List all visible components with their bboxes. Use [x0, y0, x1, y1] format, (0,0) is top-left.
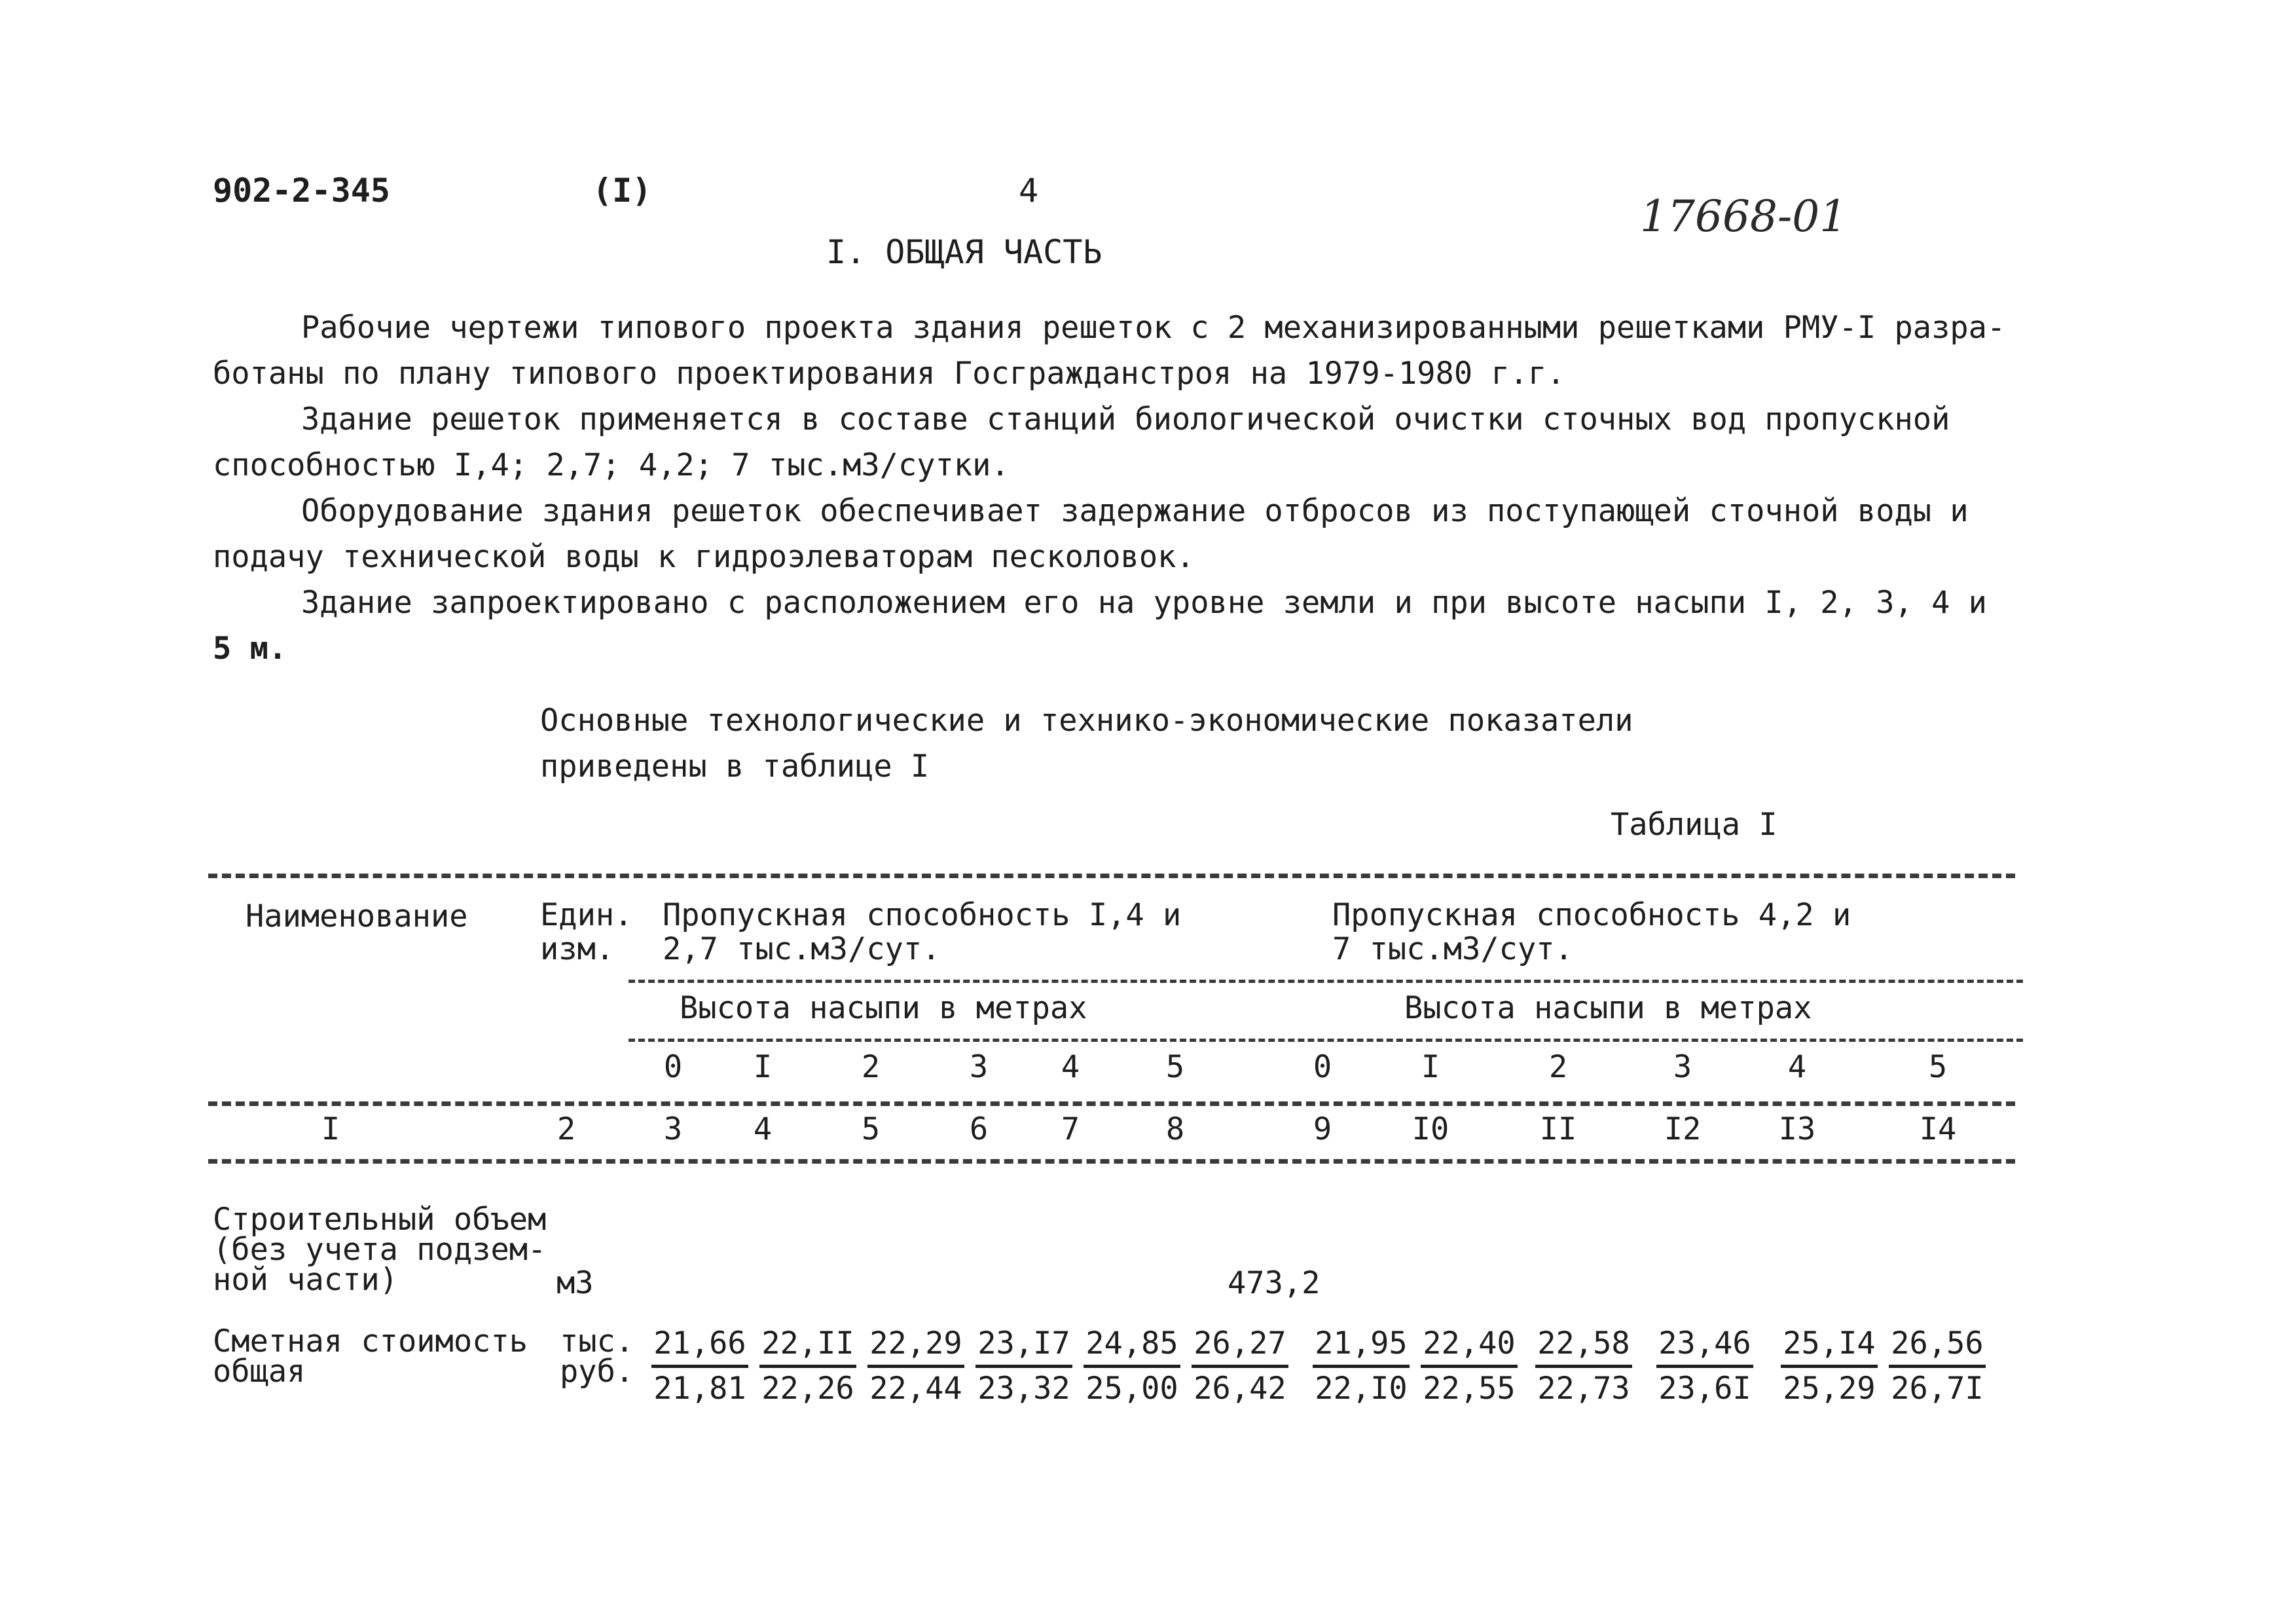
cost-bottom: 22,26 — [761, 1371, 854, 1407]
cost-bottom: 21,81 — [653, 1371, 746, 1407]
cost-bottom: 22,I0 — [1315, 1371, 1408, 1407]
group-title-rule — [629, 980, 2023, 983]
cost-top: 22,II — [759, 1324, 856, 1368]
paragraph-2-line-1: Здание решеток применяется в составе станций биологической очистки сточных вод пропускной — [301, 401, 1950, 437]
height-label: I — [1421, 1049, 1440, 1085]
column-header-unit-line-1: Един. — [540, 897, 633, 933]
column-number: 7 — [1061, 1111, 1080, 1147]
paragraph-4-line-2: 5 м. — [213, 631, 287, 667]
column-number-top-rule — [208, 1101, 2015, 1106]
cost-top: 26,56 — [1889, 1324, 1986, 1368]
column-number: I — [321, 1111, 340, 1147]
paragraph-1-line-2: ботаны по плану типового проектирования Госгражданстроя на 1979-1980 г.г. — [213, 356, 1565, 392]
column-number: 9 — [1313, 1111, 1332, 1147]
album-number: (I) — [592, 172, 652, 210]
cost-fraction — [975, 1324, 1072, 1409]
column-number: 5 — [861, 1111, 881, 1147]
cost-top: 21,95 — [1313, 1324, 1410, 1368]
cost-bottom: 25,00 — [1085, 1371, 1178, 1407]
height-label: 0 — [663, 1049, 683, 1085]
column-number: 2 — [556, 1111, 576, 1147]
cost-top: 26,27 — [1192, 1324, 1288, 1368]
height-label: 4 — [1061, 1049, 1080, 1085]
paragraph-1-line-1: Рабочие чертежи типового проекта здания решеток с 2 механизированными решетками РМУ-I разра- — [301, 310, 2006, 346]
cost-top: 23,46 — [1656, 1324, 1753, 1368]
cost-bottom: 23,6I — [1658, 1371, 1751, 1407]
group-a-title — [663, 898, 1181, 967]
cost-bottom: 26,7I — [1891, 1371, 1984, 1407]
group-b-title-line-2: 7 тыс.м3/сут. — [1332, 931, 1573, 967]
column-number: 6 — [969, 1111, 989, 1147]
cost-top: 22,40 — [1421, 1324, 1518, 1368]
row-volume-value: 473,2 — [1228, 1265, 1321, 1301]
column-header-unit-line-2: изм. — [540, 931, 615, 967]
row-volume-unit: м3 — [556, 1265, 594, 1301]
cost-fraction — [1084, 1324, 1180, 1409]
column-number: I0 — [1412, 1111, 1449, 1147]
row-volume-name-line-1: Строительный объем — [213, 1202, 547, 1238]
row-volume-name-line-3: ной части) — [213, 1262, 398, 1298]
cost-fraction — [1535, 1324, 1632, 1409]
page-number: 4 — [1019, 172, 1039, 210]
table-caption: Таблица I — [1611, 807, 1777, 843]
row-cost-name-line-1: Сметная стоимость — [213, 1323, 528, 1359]
table-intro-line-1: Основные технологические и технико-экономические показатели — [540, 703, 1633, 739]
cost-fraction — [1192, 1324, 1288, 1409]
column-number: I2 — [1664, 1111, 1702, 1147]
cost-fraction — [651, 1324, 748, 1409]
height-label: 0 — [1313, 1049, 1332, 1085]
height-label: 2 — [1548, 1049, 1568, 1085]
cost-fraction — [759, 1324, 856, 1409]
cost-top: 21,66 — [651, 1324, 748, 1368]
row-volume-name — [213, 1202, 547, 1298]
height-label: I — [753, 1049, 773, 1085]
cost-bottom: 26,42 — [1194, 1371, 1286, 1407]
group-b-title-line-1: Пропускная способность 4,2 и — [1332, 897, 1851, 933]
column-number: I4 — [1919, 1111, 1957, 1147]
row-cost-name — [213, 1323, 528, 1390]
paragraph-3-line-2: подачу технической воды к гидроэлеваторам песколовок. — [213, 539, 1195, 575]
row-cost-name-line-2: общая — [213, 1354, 306, 1390]
height-label: 5 — [1928, 1049, 1948, 1085]
cost-bottom: 25,29 — [1783, 1371, 1876, 1407]
group-a-title-line-2: 2,7 тыс.м3/сут. — [663, 931, 941, 967]
column-header-unit — [540, 898, 632, 967]
cost-top: 22,58 — [1535, 1324, 1632, 1368]
height-label: 4 — [1787, 1049, 1807, 1085]
cost-top: 24,85 — [1084, 1324, 1180, 1368]
cost-bottom: 22,55 — [1423, 1371, 1516, 1407]
cost-bottom: 22,44 — [869, 1371, 962, 1407]
group-a-subtitle: Высота насыпи в метрах — [680, 990, 1087, 1026]
column-number-bottom-rule — [208, 1159, 2015, 1164]
cost-bottom: 23,32 — [977, 1371, 1070, 1407]
cost-fraction — [1421, 1324, 1518, 1409]
cost-top: 23,I7 — [975, 1324, 1072, 1368]
row-cost-unit-line-1: тыс. — [560, 1323, 634, 1359]
cost-fraction — [867, 1324, 964, 1409]
column-header-name: Наименование — [246, 898, 468, 934]
height-label: 5 — [1165, 1049, 1185, 1085]
paragraph-2-line-2: способностью I,4; 2,7; 4,2; 7 тыс.м3/сутки. — [213, 447, 1010, 483]
height-label: 2 — [861, 1049, 881, 1085]
cost-top: 22,29 — [867, 1324, 964, 1368]
height-label: 3 — [1673, 1049, 1692, 1085]
cost-fraction — [1656, 1324, 1753, 1409]
table-top-rule — [208, 874, 2015, 878]
column-number: 8 — [1165, 1111, 1185, 1147]
column-number: I3 — [1778, 1111, 1816, 1147]
height-label: 3 — [969, 1049, 989, 1085]
column-number: 3 — [663, 1111, 683, 1147]
row-volume-name-line-2: (без учета подзем- — [213, 1232, 547, 1268]
cost-fraction — [1781, 1324, 1878, 1409]
cost-fraction — [1313, 1324, 1410, 1409]
group-b-subtitle: Высота насыпи в метрах — [1404, 990, 1812, 1026]
group-a-title-line-1: Пропускная способность I,4 и — [663, 897, 1182, 933]
height-label-rule — [629, 1039, 2023, 1042]
inventory-number: 17668-01 — [1640, 191, 1848, 242]
row-cost-unit-line-2: руб. — [560, 1354, 634, 1390]
cost-fraction — [1889, 1324, 1986, 1409]
cost-top: 25,I4 — [1781, 1324, 1878, 1368]
section-title: I. ОБЩАЯ ЧАСТЬ — [826, 233, 1102, 271]
column-number: 4 — [753, 1111, 773, 1147]
paragraph-3-line-1: Оборудование здания решеток обеспечивает задержание отбросов из поступающей сточной воды и — [301, 493, 1969, 529]
column-number: II — [1539, 1111, 1577, 1147]
paragraph-4-line-1: Здание запроектировано с расположением его на уровне земли и при высоте насыпи I, 2, 3, 4 и — [301, 585, 1987, 621]
group-b-title — [1332, 898, 1851, 967]
row-cost-unit — [560, 1323, 634, 1390]
cost-bottom: 22,73 — [1537, 1371, 1630, 1407]
document-code: 902-2-345 — [213, 172, 390, 210]
table-intro-line-2: приведены в таблице I — [540, 748, 930, 784]
